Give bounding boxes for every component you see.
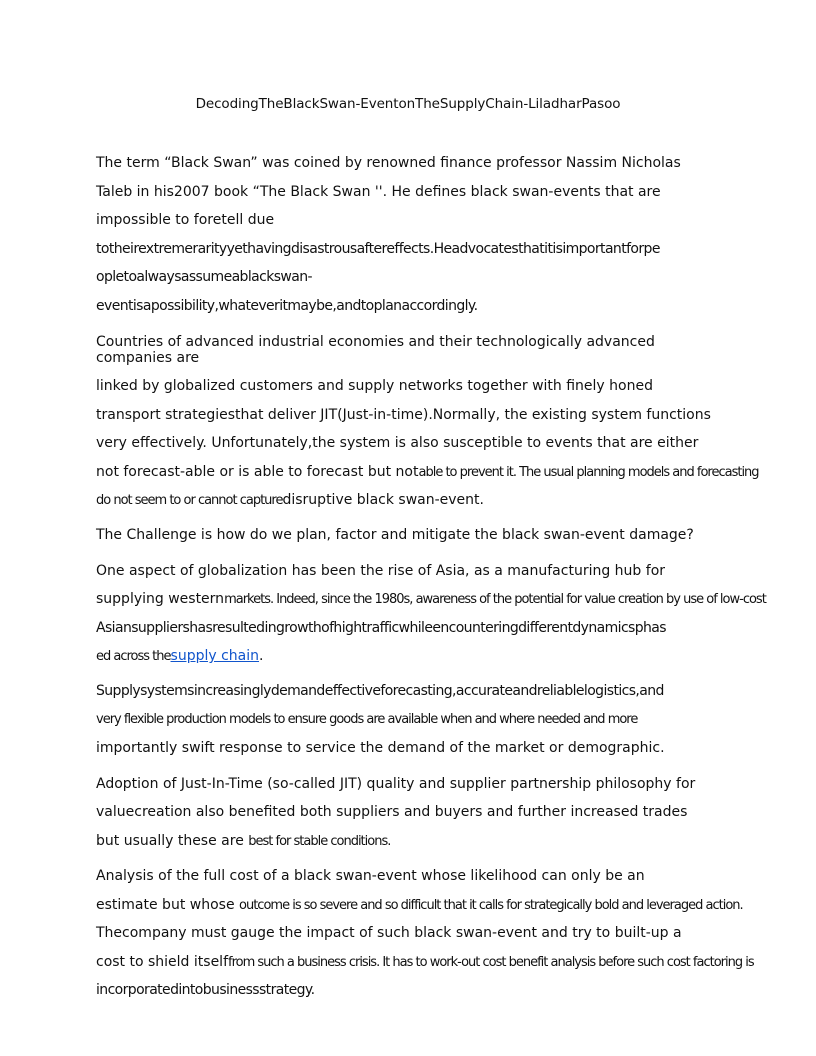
body-text: from such a business crisis. It has to work-out cost benefit analysis before such cost factoring is <box>228 955 754 970</box>
body-line: opletoalwaysassumeablackswan- <box>96 269 312 285</box>
body-line: impossible to foretell due <box>96 212 275 228</box>
body-line: The term “Black Swan” was coined by renowned finance professor Nassim Nicholas <box>96 155 681 171</box>
body-line: Countries of advanced industrial economies and their technologically advanced <box>96 334 655 350</box>
body-line <box>96 648 263 665</box>
body-text: do not seem to or cannot capture <box>96 493 283 508</box>
body-line: companies are <box>96 350 200 366</box>
body-line <box>96 954 754 971</box>
document-title: DecodingTheBlackSwan-EventonTheSupplyChain-LiladharPasoo <box>195 96 621 112</box>
body-line: Taleb in his2007 book “The Black Swan ''. He defines black swan-events that are <box>96 184 661 200</box>
body-text: best for stable conditions. <box>248 834 391 849</box>
body-text: markets. Indeed, since the 1980s, awareness of the potential for value creation by use of low-cost <box>224 592 766 607</box>
body-text: cost to shield itself <box>96 954 229 970</box>
body-line: Analysis of the full cost of a black swan-event whose likelihood can only be an <box>96 868 645 884</box>
body-line: very flexible production models to ensure goods are available when and where needed and more <box>96 712 638 727</box>
supply-chain-link[interactable]: supply chain <box>170 648 260 664</box>
body-line: Asiansuppliershasresultedingrowthofhightrafficwhileencounteringdifferentdynamicsphas <box>96 620 666 636</box>
body-line <box>96 897 743 914</box>
body-line: Thecompany must gauge the impact of such black swan-event and try to built-up a <box>96 925 682 941</box>
body-line: valuecreation also benefited both suppliers and buyers and further increased trades <box>96 804 688 820</box>
body-line: very effectively. Unfortunately,the system is also susceptible to events that are either <box>96 435 699 451</box>
body-line: Adoption of Just-In-Time (so-called JIT) quality and supplier partnership philosophy for <box>96 776 696 792</box>
body-line: The Challenge is how do we plan, factor and mitigate the black swan-event damage? <box>96 527 694 543</box>
body-text: outcome is so severe and so difficult that it calls for strategically bold and leveraged action. <box>239 898 743 913</box>
body-text: disruptive black swan-event. <box>282 492 484 508</box>
body-line <box>96 464 759 481</box>
body-line: eventisapossibility,whateveritmaybe,andtoplanaccordingly. <box>96 298 478 314</box>
body-text: estimate but whose <box>96 897 240 913</box>
body-line <box>96 591 766 608</box>
body-line: totheirextremerarityyethavingdisastrousaftereffects.Headvocatesthatitisimportantforpe <box>96 241 660 257</box>
body-text: but usually these are <box>96 833 249 849</box>
body-line <box>96 833 390 850</box>
body-text: not forecast-able or is able to forecast but not <box>96 464 419 480</box>
body-line: linked by globalized customers and supply networks together with finely honed <box>96 378 653 394</box>
body-text: ed across the <box>96 649 171 664</box>
body-text: able to prevent it. The usual planning models and forecasting <box>418 465 759 480</box>
body-text: . <box>259 648 264 664</box>
body-line: Supplysystemsincreasinglydemandeffectiveforecasting,accurateandreliablelogistics,and <box>96 683 664 699</box>
body-line: incorporatedintobusinessstrategy. <box>96 982 315 998</box>
body-line: One aspect of globalization has been the rise of Asia, as a manufacturing hub for <box>96 563 666 579</box>
body-line <box>96 492 484 509</box>
body-line: transport strategiesthat deliver JIT(Just-in-time).Normally, the existing system functions <box>96 407 711 423</box>
body-line: importantly swift response to service the demand of the market or demographic. <box>96 740 665 756</box>
body-text: supplying western <box>96 591 225 607</box>
